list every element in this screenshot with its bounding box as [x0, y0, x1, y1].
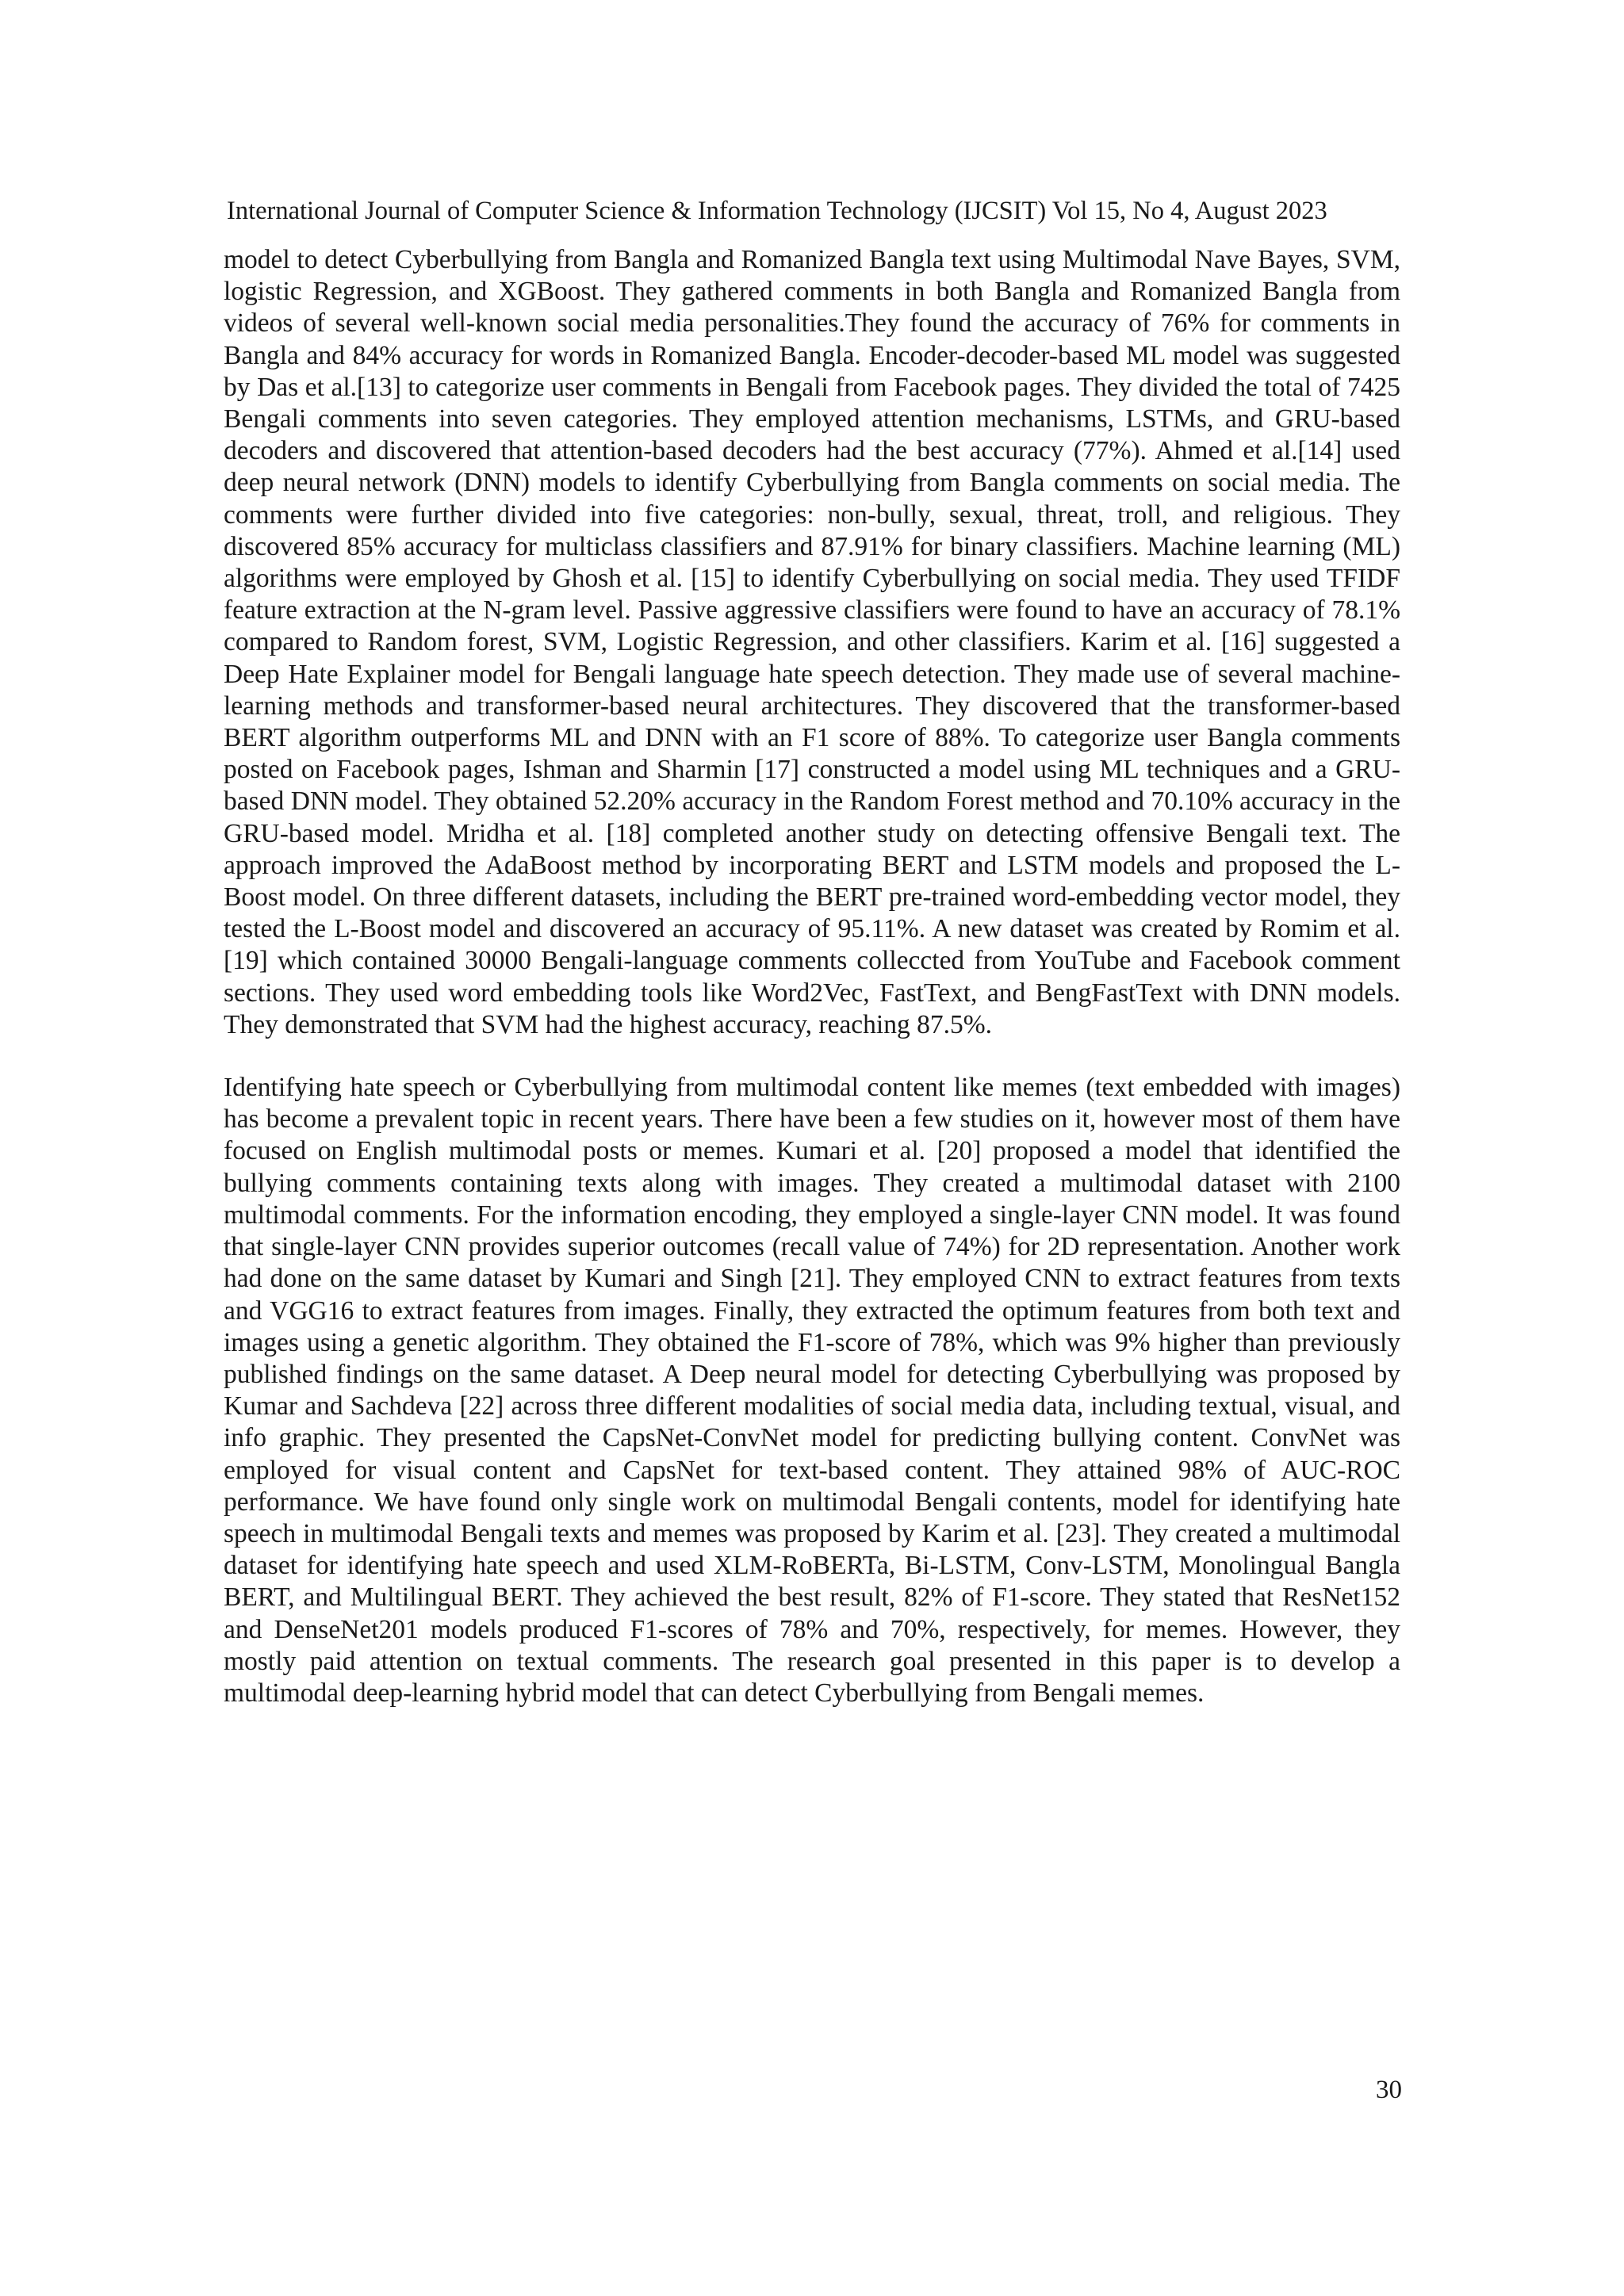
running-header: International Journal of Computer Science & Information Technology (IJCSIT) Vol 15, No 4, August 2023 — [227, 197, 1327, 225]
paragraph-related-work-bangla-text: model to detect Cyberbullying from Bangla and Romanized Bangla text using Multimodal Nave Bayes, SVM, logistic Regression, and XGBoost. They gathered comments in both Bangla and Romanized Bangla from videos of several well-known social media personalities.They found the accuracy of 76% for comments in Bangla and 84% accuracy for words in Romanized Bangla. Encoder-decoder-based ML model was suggested by Das et al.[13] to categorize user comments in Bengali from Facebook pages. They divided the total of 7425 Bengali comments into seven categories. They employed attention mechanisms, LSTMs, and GRU-based decoders and discovered that attention-based decoders had the best accuracy (77%). Ahmed et al.[14] used deep neural network (DNN) models to identify Cyberbullying from Bangla comments on social media. The comments were further divided into five categories: non-bully, sexual, threat, troll, and religious. They discovered 85% accuracy for multiclass classifiers and 87.91% for binary classifiers. Machine learning (ML) algorithms were employed by Ghosh et al. [15] to identify Cyberbullying on social media. They used TFIDF feature extraction at the N-gram level. Passive aggressive classifiers were found to have an accuracy of 78.1% compared to Random forest, SVM, Logistic Regression, and other classifiers. Karim et al. [16] suggested a Deep Hate Explainer model for Bengali language hate speech detection. They made use of several machine-learning methods and transformer-based neural architectures. They discovered that the transformer-based BERT algorithm outperforms ML and DNN with an F1 score of 88%. To categorize user Bangla comments posted on Facebook pages, Ishman and Sharmin [17] constructed a model using ML techniques and a GRU-based DNN model. They obtained 52.20% accuracy in the Random Forest method and 70.10% accuracy in the GRU-based model. Mridha et al. [18] completed another study on detecting offensive Bengali text. The approach improved the AdaBoost method by incorporating BERT and LSTM models and proposed the L-Boost model. On three different datasets, including the BERT pre-trained word-embedding vector model, they tested the L-Boost model and discovered an accuracy of 95.11%. A new dataset was created by Romim et al.[19] which contained 30000 Bengali-language comments colleccted from YouTube and Facebook comment sections. They used word embedding tools like Word2Vec, FastText, and BengFastText with DNN models. They demonstrated that SVM had the highest accuracy, reaching 87.5%. — [224, 245, 1400, 1039]
page-number: 30 — [1376, 2076, 1402, 2104]
body-text — [224, 244, 1400, 1709]
paragraph-related-work-multimodal: Identifying hate speech or Cyberbullying from multimodal content like memes (text embedded with images) has become a prevalent topic in recent years. There have been a few studies on it, however most of them have focused on English multimodal posts or memes. Kumari et al. [20] proposed a model that identified the bullying comments containing texts along with images. They created a multimodal dataset with 2100 multimodal comments. For the information encoding, they employed a single-layer CNN model. It was found that single-layer CNN provides superior outcomes (recall value of 74%) for 2D representation. Another work had done on the same dataset by Kumari and Singh [21]. They employed CNN to extract features from texts and VGG16 to extract features from images. Finally, they extracted the optimum features from both text and images using a genetic algorithm. They obtained the F1-score of 78%, which was 9% higher than previously published findings on the same dataset. A Deep neural model for detecting Cyberbullying was proposed by Kumar and Sachdeva [22] across three different modalities of social media data, including textual, visual, and info graphic. They presented the CapsNet-ConvNet model for predicting bullying content. ConvNet was employed for visual content and CapsNet for text-based content. They attained 98% of AUC-ROC performance. We have found only single work on multimodal Bengali contents, model for identifying hate speech in multimodal Bengali texts and memes was proposed by Karim et al. [23]. They created a multimodal dataset for identifying hate speech and used XLM-RoBERTa, Bi-LSTM, Conv-LSTM, Monolingual Bangla BERT, and Multilingual BERT. They achieved the best result, 82% of F1-score. They stated that ResNet152 and DenseNet201 models produced F1-scores of 78% and 70%, respectively, for memes. However, they mostly paid attention on textual comments. The research goal presented in this paper is to develop a multimodal deep-learning hybrid model that can detect Cyberbullying from Bengali memes. — [224, 1073, 1400, 1708]
